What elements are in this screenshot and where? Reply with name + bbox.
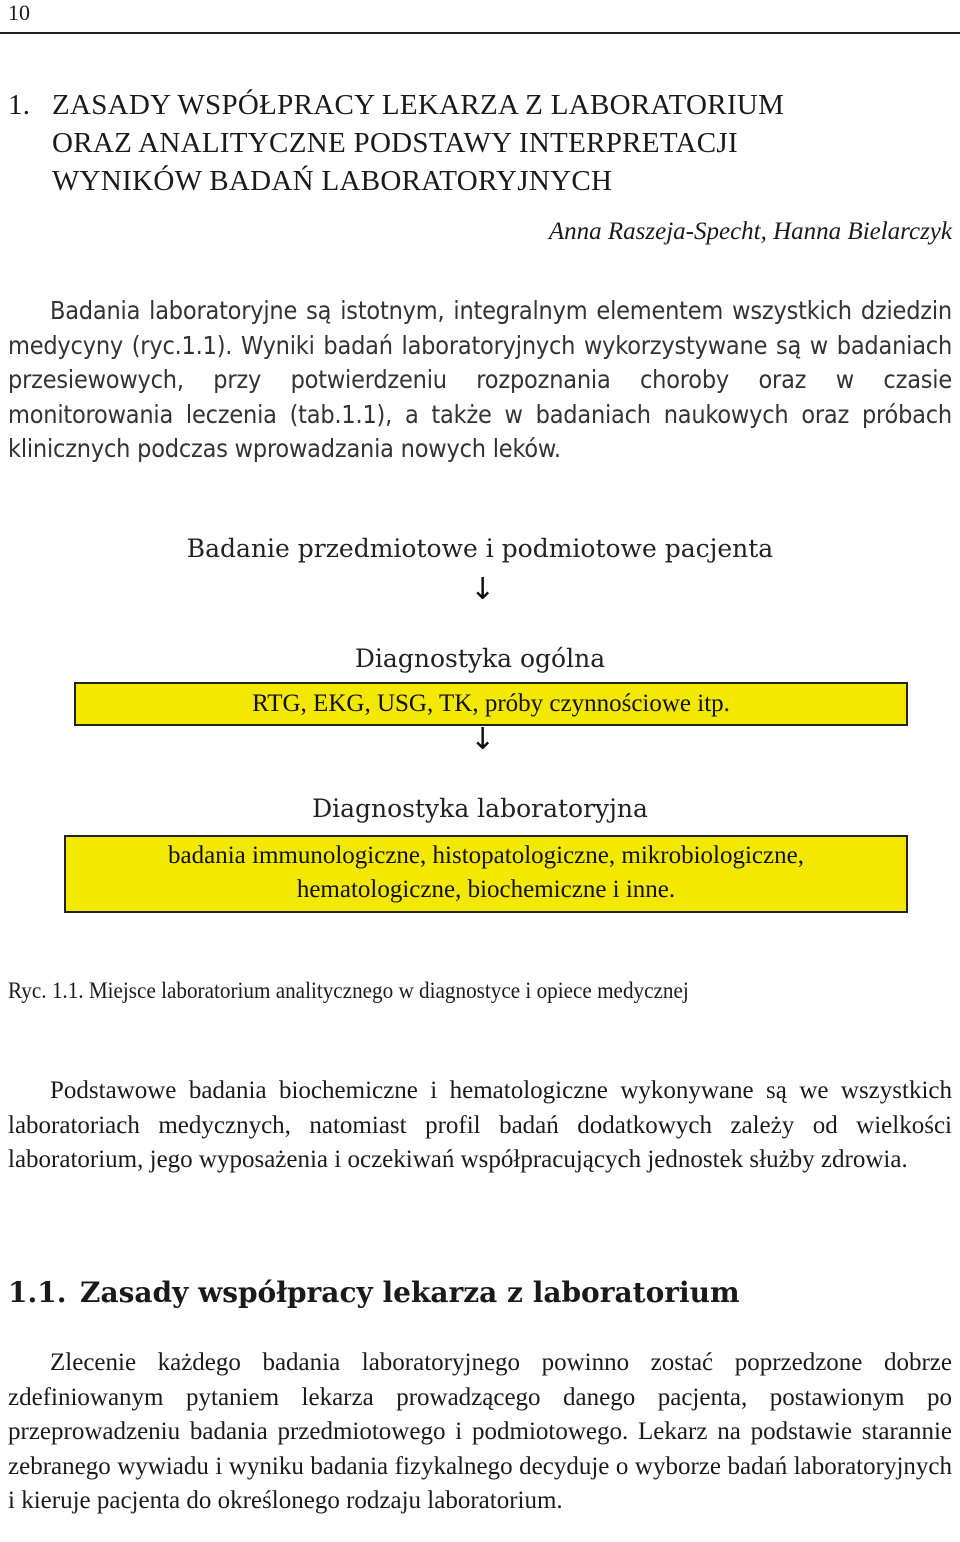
section-number: 1.1.: [8, 1276, 67, 1309]
page-number: 10: [8, 0, 30, 25]
chapter-title: [8, 86, 948, 200]
chapter-title-line-2: ORAZ ANALITYCZNE PODSTAWY INTERPRETACJI: [52, 127, 738, 159]
intro-paragraph-text: Badania laboratoryjne są istotnym, integralnym elementem wszystkich dziedzin medycyny (ryc.1.1). Wyniki badań laboratoryjnych wykorzystywane są w badaniach przesiewowych, przy potwierdzeniu rozpoznania choroby oraz w czasie monitorowania leczenia (tab.1.1), a także w badaniach naukowych oraz próbach klinicznych podczas wprowadzania nowych leków.: [8, 296, 952, 463]
lab-box-line-1: badania immunologiczne, histopatologiczne, mikrobiologiczne,: [168, 842, 804, 869]
general-diagnostics-box: RTG, EKG, USG, TK, próby czynnościowe itp.: [74, 682, 908, 726]
paragraph-lab-orders-text: Zlecenie każdego badania laboratoryjnego powinno zostać poprzedzone dobrze zdefiniowanym pytaniem lekarza prowadzącego danego pacjenta, postawionym po przeprowadzeniu badania przedmiotowego i podmiotowego. Lekarz na podstawie starannie zebranego wywiadu i wyniku badania fizykalnego decyduje o wyborze badań laboratoryjnych i kieruje pacjenta do określonego rodzaju laboratorium.: [8, 1349, 952, 1514]
section-heading: [8, 1276, 740, 1309]
section-title: Zasady współpracy lekarza z laboratorium: [80, 1276, 740, 1309]
paragraph-lab-orders: [8, 1346, 952, 1519]
figure-caption: Ryc. 1.1. Miejsce laboratorium analitycznego w diagnostyce i opiece medycznej: [8, 978, 689, 1003]
down-arrow-icon: ↓: [470, 572, 496, 607]
lab-diagnostics-box: [64, 835, 908, 913]
paragraph-basic-tests: [8, 1074, 952, 1178]
diagram-step-lab-diagnostics: Diagnostyka laboratoryjna: [312, 794, 648, 823]
chapter-number: 1.: [8, 89, 31, 121]
chapter-authors: Anna Raszeja-Specht, Hanna Bielarczyk: [548, 218, 952, 245]
chapter-title-line-3: WYNIKÓW BADAŃ LABORATORYJNYCH: [52, 165, 613, 197]
chapter-title-line-1: ZASADY WSPÓŁPRACY LEKARZA Z LABORATORIUM: [52, 89, 785, 121]
lab-box-line-2: hematologiczne, biochemiczne i inne.: [296, 876, 676, 903]
diagram-step-patient-exam: Badanie przedmiotowe i podmiotowe pacjenta: [186, 534, 774, 563]
down-arrow-icon: ↓: [470, 722, 496, 757]
paragraph-basic-tests-text: Podstawowe badania biochemiczne i hematologiczne wykonywane są we wszystkich laboratoriach medycznych, natomiast profil badań dodatkowych zależy od wielkości laboratorium, jego wyposażenia i oczekiwań współpracujących jednostek służby zdrowia.: [8, 1077, 952, 1173]
intro-paragraph: [8, 294, 952, 467]
header-rule: [0, 32, 960, 34]
diagram-step-general-diagnostics: Diagnostyka ogólna: [354, 644, 606, 673]
